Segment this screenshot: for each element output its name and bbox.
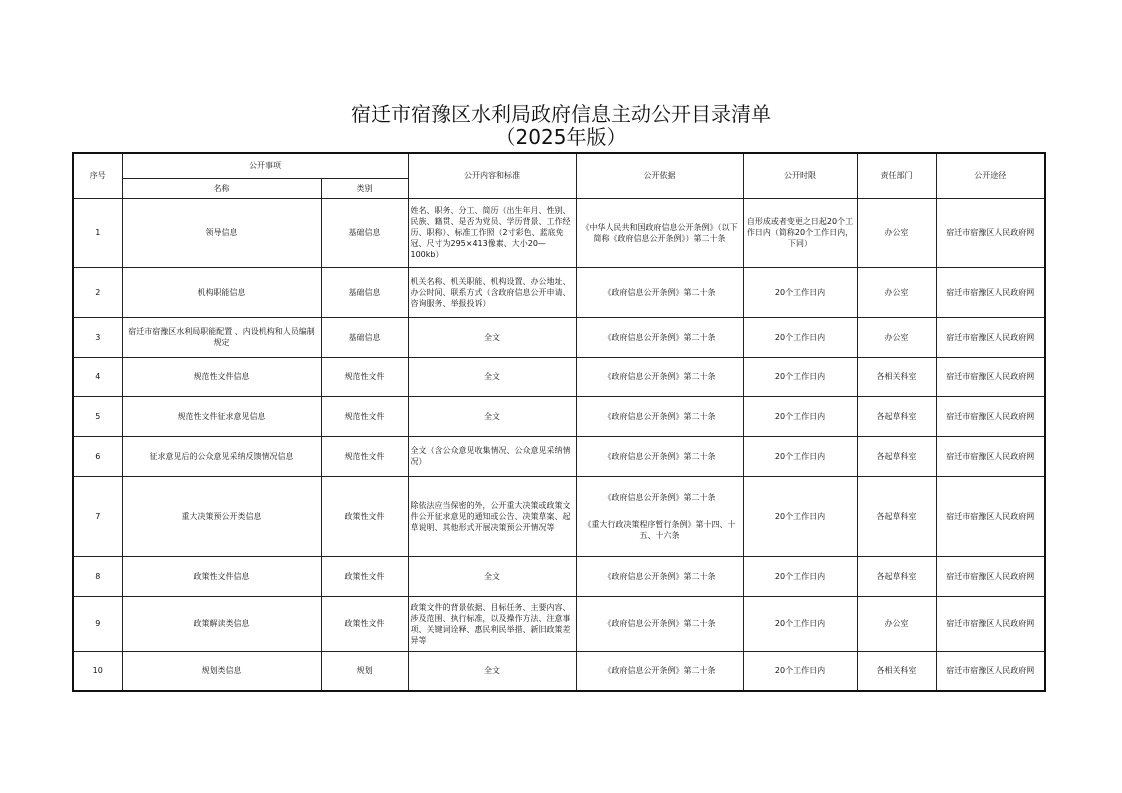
row-department: 各起草科室 — [857, 476, 936, 556]
table-row — [73, 357, 1045, 396]
row-content: 全文 — [408, 556, 576, 596]
basis-item: 《政府信息公开条例》第二十条 — [603, 411, 716, 421]
row-name: 宿迁市宿豫区水利局职能配置 、内设机构和人员编制规定 — [122, 317, 321, 357]
header-category: 类别 — [321, 178, 408, 198]
row-basis — [576, 396, 743, 436]
row-basis — [576, 556, 743, 596]
basis-item: 《政府信息公开条例》第二十条 — [603, 451, 716, 461]
row-category: 政策性文件 — [321, 476, 408, 556]
row-deadline: 20个工作日内 — [743, 267, 857, 317]
basis-item: 《政府信息公开条例》第二十条 — [603, 492, 716, 502]
row-deadline: 20个工作日内 — [743, 357, 857, 396]
row-basis — [576, 267, 743, 317]
table-row — [73, 556, 1045, 596]
row-basis — [576, 476, 743, 556]
table-row — [73, 436, 1045, 476]
row-category: 基础信息 — [321, 317, 408, 357]
row-name: 政策性文件信息 — [122, 556, 321, 596]
row-name: 规范性文件信息 — [122, 357, 321, 396]
row-department: 办公室 — [857, 317, 936, 357]
row-name: 政策解读类信息 — [122, 596, 321, 651]
basis-item: 《政府信息公开条例》第二十条 — [603, 287, 716, 297]
row-channel: 宿迁市宿豫区人民政府网 — [936, 396, 1045, 436]
row-name: 规划类信息 — [122, 651, 321, 691]
row-category: 基础信息 — [321, 198, 408, 267]
header-content: 公开内容和标准 — [408, 153, 576, 198]
row-category: 规范性文件 — [321, 396, 408, 436]
row-content: 机关名称、机关职能、机构设置、办公地址、办公时间、联系方式（含政府信息公开申请、咨询服务、举报投诉） — [408, 267, 576, 317]
table-row — [73, 317, 1045, 357]
row-basis — [576, 596, 743, 651]
table-body — [73, 198, 1045, 691]
row-category: 政策性文件 — [321, 596, 408, 651]
table-row — [73, 596, 1045, 651]
row-channel: 宿迁市宿豫区人民政府网 — [936, 596, 1045, 651]
row-deadline: 20个工作日内 — [743, 596, 857, 651]
header-item-group: 公开事项 — [122, 153, 408, 178]
basis-item: 《政府信息公开条例》第二十条 — [603, 666, 716, 676]
row-basis — [576, 436, 743, 476]
table-row — [73, 267, 1045, 317]
row-seq: 9 — [73, 596, 122, 651]
row-category: 规划 — [321, 651, 408, 691]
row-department: 各起草科室 — [857, 396, 936, 436]
row-basis — [576, 198, 743, 267]
row-department: 办公室 — [857, 596, 936, 651]
row-seq: 8 — [73, 556, 122, 596]
table-row — [73, 476, 1045, 556]
row-channel: 宿迁市宿豫区人民政府网 — [936, 357, 1045, 396]
row-content: 除依法应当保密的外，公开重大决策或政策文件公开征求意见的通知或公告、决策草案、起草说明、其他形式开展决策预公开情况等 — [408, 476, 576, 556]
row-content: 全文 — [408, 651, 576, 691]
row-seq: 10 — [73, 651, 122, 691]
row-name: 征求意见后的公众意见采纳反馈情况信息 — [122, 436, 321, 476]
table-row — [73, 651, 1045, 691]
basis-item: 《政府信息公开条例》第二十条 — [603, 372, 716, 381]
row-content: 姓名、职务、分工、简历（出生年月、性别、民族、籍贯、是否为党员、学历背景、工作经历、职称）、标准工作照（2寸彩色、蓝底免冠、尺寸为295×413像素、大小20—100kb） — [408, 198, 576, 267]
row-seq: 4 — [73, 357, 122, 396]
document-subtitle: （2025年版） — [495, 125, 627, 149]
row-deadline: 20个工作日内 — [743, 651, 857, 691]
row-seq: 7 — [73, 476, 122, 556]
row-deadline: 20个工作日内 — [743, 317, 857, 357]
row-basis — [576, 357, 743, 396]
row-deadline: 20个工作日内 — [743, 396, 857, 436]
document-title: 宿迁市宿豫区水利局政府信息主动公开目录清单 — [351, 102, 771, 126]
basis-item: 《重大行政决策程序暂行条例》第十四、十五、十六条 — [583, 519, 736, 540]
basis-item: 《政府信息公开条例》第二十条 — [603, 619, 716, 628]
row-seq: 5 — [73, 396, 122, 436]
row-seq: 1 — [73, 198, 122, 267]
row-name: 重大决策预公开类信息 — [122, 476, 321, 556]
row-name: 领导信息 — [122, 198, 321, 267]
row-department: 各相关科室 — [857, 651, 936, 691]
row-content: 全文（含公众意见收集情况、公众意见采纳情况） — [408, 436, 576, 476]
row-seq: 2 — [73, 267, 122, 317]
row-content: 全文 — [408, 317, 576, 357]
header-deadline: 公开时限 — [743, 153, 857, 198]
basis-item: 《中华人民共和国政府信息公开条例》（以下简称《政府信息公开条例》）第二十条 — [581, 222, 738, 243]
header-seq: 序号 — [73, 153, 122, 198]
row-channel: 宿迁市宿豫区人民政府网 — [936, 651, 1045, 691]
row-department: 办公室 — [857, 198, 936, 267]
row-deadline: 20个工作日内 — [743, 476, 857, 556]
row-content: 全文 — [408, 357, 576, 396]
row-deadline: 20个工作日内 — [743, 436, 857, 476]
row-department: 各起草科室 — [857, 436, 936, 476]
basis-item: 《政府信息公开条例》第二十条 — [603, 332, 716, 342]
row-name: 规范性文件征求意见信息 — [122, 396, 321, 436]
row-deadline: 自形成或者变更之日起20个工作日内（简称20个工作日内，下同） — [743, 198, 857, 267]
table-row — [73, 396, 1045, 436]
header-channel: 公开途径 — [936, 153, 1045, 198]
row-seq: 6 — [73, 436, 122, 476]
row-seq: 3 — [73, 317, 122, 357]
row-basis — [576, 317, 743, 357]
row-deadline: 20个工作日内 — [743, 556, 857, 596]
row-category: 规范性文件 — [321, 436, 408, 476]
header-name: 名称 — [122, 178, 321, 198]
row-category: 政策性文件 — [321, 556, 408, 596]
row-department: 各相关科室 — [857, 357, 936, 396]
row-basis — [576, 651, 743, 691]
row-channel: 宿迁市宿豫区人民政府网 — [936, 317, 1045, 357]
row-channel: 宿迁市宿豫区人民政府网 — [936, 267, 1045, 317]
row-channel: 宿迁市宿豫区人民政府网 — [936, 436, 1045, 476]
row-name: 机构职能信息 — [122, 267, 321, 317]
header-department: 责任部门 — [857, 153, 936, 198]
header-basis: 公开依据 — [576, 153, 743, 198]
basis-item: 《政府信息公开条例》第二十条 — [603, 571, 716, 581]
row-department: 办公室 — [857, 267, 936, 317]
row-category: 规范性文件 — [321, 357, 408, 396]
row-channel: 宿迁市宿豫区人民政府网 — [936, 556, 1045, 596]
row-category: 基础信息 — [321, 267, 408, 317]
catalog-table — [72, 152, 1046, 692]
row-content: 全文 — [408, 396, 576, 436]
row-department: 各起草科室 — [857, 556, 936, 596]
row-channel: 宿迁市宿豫区人民政府网 — [936, 198, 1045, 267]
row-content: 政策文件的背景依据、目标任务、主要内容、涉及范围、执行标准，以及操作方法、注意事项、关键词诠释、惠民利民举措、新旧政策差异等 — [408, 596, 576, 651]
row-channel: 宿迁市宿豫区人民政府网 — [936, 476, 1045, 556]
table-row — [73, 198, 1045, 267]
